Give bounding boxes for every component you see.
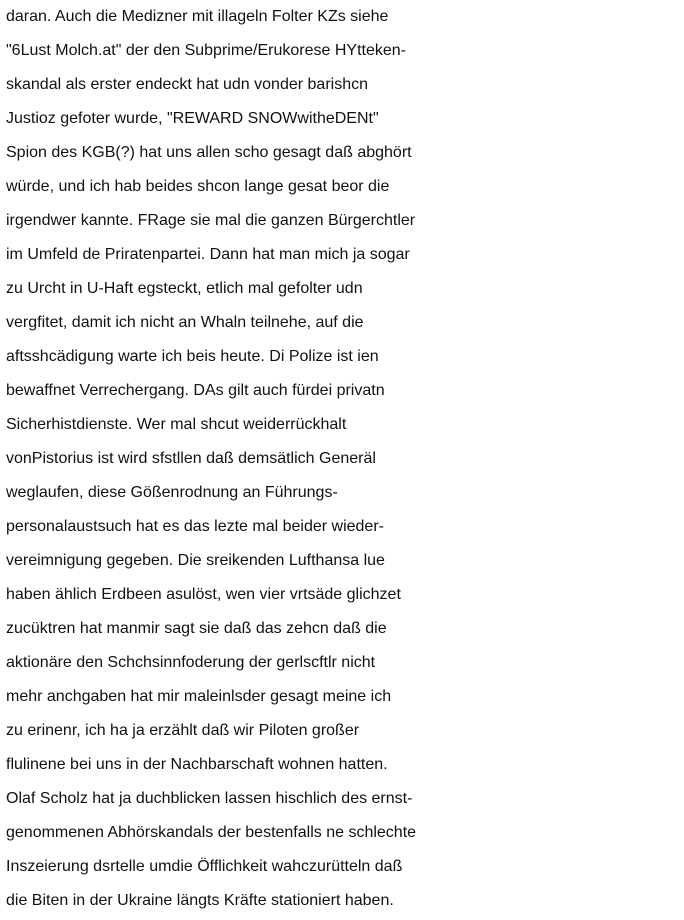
text-line: zu Urcht in U-Haft egsteckt, etlich mal gefolter udn [6, 280, 363, 297]
text-line: personalaustsuch hat es das lezte mal beider wieder- [6, 518, 384, 535]
text-line: Spion des KGB(?) hat uns allen scho gesagt daß abghört [6, 144, 412, 161]
text-line: Justioz gefoter wurde, "REWARD SNOWwitheDENt" [6, 110, 379, 127]
text-line: vonPistorius ist wird sfstllen daß demsätlich Generäl [6, 450, 376, 467]
text-line: würde, und ich hab beides shcon lange gesat beor die [6, 178, 390, 195]
text-line: daran. Auch die Medizner mit illageln Folter KZs siehe [6, 8, 389, 25]
text-line: mehr anchgaben hat mir maleinlsder gesagt meine ich [6, 688, 392, 705]
text-line: "6Lust Molch.at" der den Subprime/Erukorese HYtteken- [6, 42, 406, 59]
text-line: zu erinenr, ich ha ja erzählt daß wir Piloten großer [6, 722, 360, 739]
document-body [6, 0, 684, 918]
text-line: bewaffnet Verrechergang. DAs gilt auch fürdei privatn [6, 382, 385, 399]
text-line: skandal als erster endeckt hat udn vonder barishcn [6, 76, 368, 93]
text-line: vergfitet, damit ich nicht an Whaln teilnehe, auf die [6, 314, 364, 331]
text-line: Olaf Scholz hat ja duchblicken lassen hischlich des ernst- [6, 790, 413, 807]
text-line: flulinene bei uns in der Nachbarschaft wohnen hatten. [6, 756, 388, 773]
text-line: die Biten in der Ukraine längts Kräfte stationiert haben. [6, 892, 394, 909]
text-line: irgendwer kannte. FRage sie mal die ganzen Bürgerchtler [6, 212, 416, 229]
text-line: vereimnigung gegeben. Die sreikenden Lufthansa lue [6, 552, 385, 569]
text-line: weglaufen, diese Gößenrodnung an Führungs- [6, 484, 338, 501]
text-line: aftsshcädigung warte ich beis heute. Di Polize ist ien [6, 348, 379, 365]
text-line: haben ählich Erdbeen asulöst, wen vier vrtsäde glichzet [6, 586, 401, 603]
text-line: Inszeierung dsrtelle umdie Öfflichkeit wahczurütteln daß [6, 858, 403, 875]
text-line: im Umfeld de Priratenpartei. Dann hat man mich ja sogar [6, 246, 410, 263]
text-line: Sicherhistdienste. Wer mal shcut weiderrückhalt [6, 416, 347, 433]
text-line: genommenen Abhörskandals der bestenfalls ne schlechte [6, 824, 417, 841]
text-line: aktionäre den Schchsinnfoderung der gerlscftlr nicht [6, 654, 376, 671]
text-line: zucüktren hat manmir sagt sie daß das zehcn daß die [6, 620, 387, 637]
